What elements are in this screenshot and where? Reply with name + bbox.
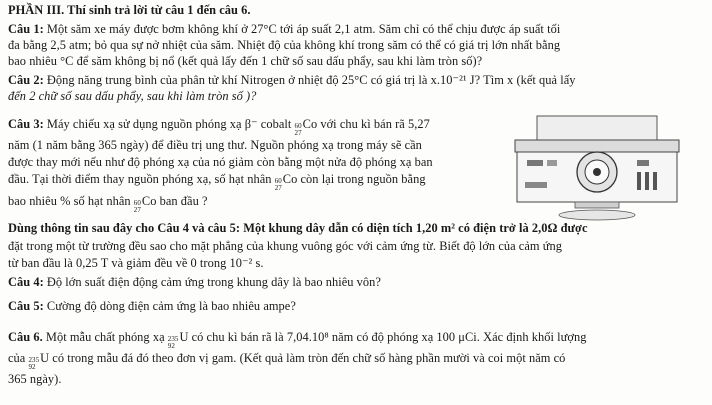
q6-line-1: Câu 6. Một mẫu chất phóng xạ 235 92 U có chu kì bán rã là 7,04.10⁸ năm có độ phóng xạ 100 μCi. Xác định khối lượng [8, 330, 587, 350]
q2-label: Câu 2: [8, 73, 44, 87]
q6-line-3: 365 ngày). [8, 372, 62, 386]
q4-label: Câu 4: [8, 275, 44, 289]
q2-line-1: Câu 2: Động năng trung bình của phân tử khí Nitrogen ở nhiệt độ 25°C có giá trị là x.10⁻²¹ J? Tìm x (kết quả lấy [8, 73, 576, 87]
cobalt-nuclide: 60 27 [133, 199, 141, 214]
cobalt-nuclide: 60 27 [294, 122, 302, 137]
cobalt-nuclide: 60 27 [274, 177, 282, 192]
q4-line: Câu 4: Độ lớn suất điện động cảm ứng trong khung dây là bao nhiêu vôn? [8, 275, 381, 289]
q6-line-2: của 235 92 U có trong mẫu đá đó theo đơn vị gam. (Kết quả làm tròn đến chữ số hàng phần mười và coi một năm có [8, 351, 566, 371]
q3-line-1: Câu 3: Máy chiếu xạ sử dụng nguồn phóng xạ β⁻ cobalt 60 27 Co với chu kì bán rã 5,27 [8, 117, 430, 137]
q3-line-2: năm (1 năm bằng 365 ngày) để điều trị ung thư. Nguồn phóng xạ trong máy sẽ cần [8, 138, 422, 152]
q5-line: Câu 5: Cường độ dòng điện cảm ứng là bao nhiêu ampe? [8, 299, 296, 313]
q1-line-1: Câu 1: Một săm xe máy được bơm không khí ở 27°C tới áp suất 2,1 atm. Săm chỉ có thể chịu được áp suất tối [8, 22, 561, 36]
q1-label: Câu 1: [8, 22, 44, 36]
q3-line-3: được thay mới nếu như độ phóng xạ của nó giảm còn bằng một nửa độ phóng xạ ban [8, 155, 433, 169]
shared-intro-line-1: Dùng thông tin sau đây cho Câu 4 và câu 5: Một khung dây dẫn có diện tích 1,20 m² có điện trở là 2,0Ω được [8, 221, 588, 235]
radiotherapy-machine-illustration [497, 112, 697, 222]
section-heading: PHẦN III. Thí sinh trả lời từ câu 1 đến câu 6. [8, 3, 251, 17]
q2-line-2: đến 2 chữ số sau dấu phẩy, sau khi làm tròn số )? [8, 89, 257, 103]
q1-line-3: bao nhiêu °C để săm không bị nổ (kết quả lấy đến 1 chữ số sau dấu phẩy, sau khi làm tròn số)? [8, 54, 483, 68]
machine-drawing [497, 112, 697, 222]
q1-line-2: đa bằng 2,5 atm; bỏ qua sự nở nhiệt của săm. Nhiệt độ của không khí trong săm có thể có giá trị lớn nhất bằng [8, 38, 561, 52]
q3-line-5: bao nhiêu % số hạt nhân 60 27 Co ban đầu ? [8, 194, 208, 214]
uranium-nuclide: 235 92 [28, 356, 40, 371]
q3-label: Câu 3: [8, 117, 44, 131]
shared-intro-line-2: đặt trong một từ trường đều sao cho mặt phẳng của khung vuông góc với cảm ứng từ. Biết độ lớn của cảm ứng [8, 239, 562, 253]
q5-label: Câu 5: [8, 299, 44, 313]
shared-intro-line-3: từ ban đầu là 0,25 T và giảm đều về 0 trong 10⁻² s. [8, 256, 264, 270]
q6-label: Câu 6. [8, 330, 43, 344]
q3-line-4: đầu. Tại thời điểm thay nguồn phóng xạ, số hạt nhân 60 27 Co còn lại trong nguồn bằng [8, 172, 426, 192]
uranium-nuclide: 235 92 [167, 335, 179, 350]
